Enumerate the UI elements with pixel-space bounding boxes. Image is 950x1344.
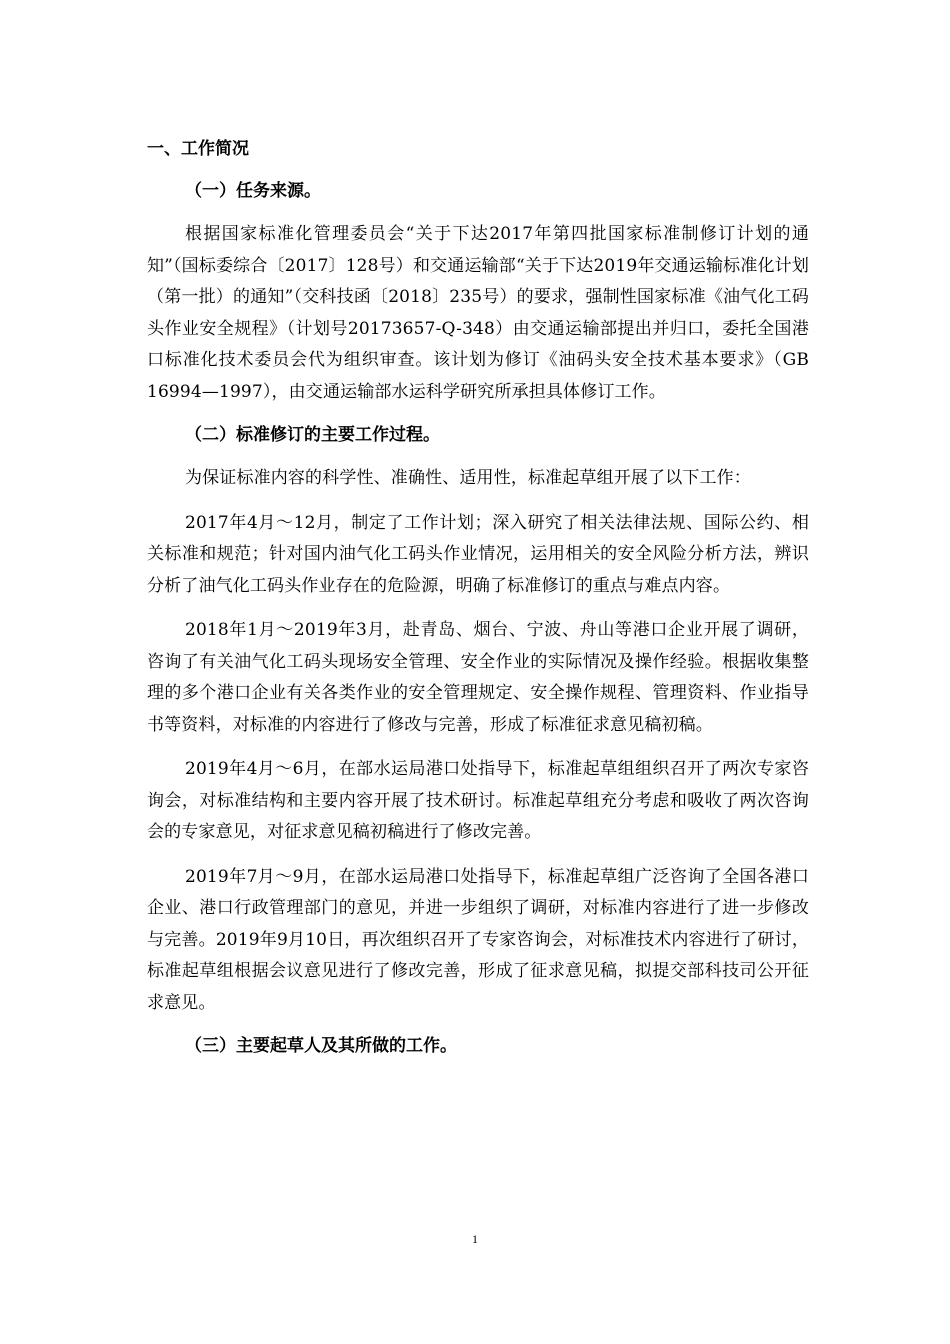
paragraph-intro: 为保证标准内容的科学性、准确性、适用性，标准起草组开展了以下工作： bbox=[185, 468, 751, 488]
paragraph-2018: 2018年1月～2019年3月，赴青岛、烟台、宁波、舟山等港口企业开展了调研，咨询了有关油气化工码头现场安全管理、安全作业的实际情况及操作经验。根据收集整理的多个港口企业有关各类作业的安全管理规定、安全操作规程、管理资料、作业指导书等资料，对标准的内容进行了修改与完善，形成了标准征求意见稿初稿。 bbox=[147, 620, 809, 735]
subsection-heading-task-source: （一）任务来源。 bbox=[185, 181, 321, 201]
subsection-heading-drafters: （三）主要起草人及其所做的工作。 bbox=[185, 1036, 457, 1056]
paragraph-2017: 2017年4月～12月，制定了工作计划；深入研究了相关法律法规、国际公约、相关标准和规范；针对国内油气化工码头作业情况，运用相关的安全风险分析方法，辨识分析了油气化工码头作业存在的危险源，明确了标准修订的重点与难点内容。 bbox=[147, 512, 809, 596]
page-number: 1 bbox=[472, 1232, 478, 1246]
section-heading: 一、工作简况 bbox=[147, 139, 249, 159]
paragraph-2019-apr-jun: 2019年4月～6月，在部水运局港口处指导下，标准起草组组织召开了两次专家咨询会，对标准结构和主要内容开展了技术研讨。标准起草组充分考虑和吸收了两次咨询会的专家意见，对征求意见稿初稿进行了修改完善。 bbox=[147, 759, 809, 842]
paragraph-task-source: 根据国家标准化管理委员会“关于下达2017年第四批国家标准制修订计划的通知”（国标委综合〔2017〕128号）和交通运输部“关于下达2019年交通运输标准化计划（第一批）的通知”（交科技函〔2018〕235号）的要求，强制性国家标准《油气化工码头作业安全规程》（计划号20173657-Q-348）由交通运输部提出并归口，委托全国港口标准化技术委员会代为组织审查。该计划为修订《油码头安全技术基本要求》（GB 16994—1997），由交通运输部水运科学研究所承担具体修订工作。 bbox=[147, 224, 809, 402]
paragraph-2019-jul-sep: 2019年7月～9月，在部水运局港口处指导下，标准起草组广泛咨询了全国各港口企业、港口行政管理部门的意见，并进一步组织了调研，对标准内容进行了进一步修改与完善。2019年9月10日，再次组织召开了专家咨询会，对标准技术内容进行了研讨，标准起草组根据会议意见进行了修改完善，形成了征求意见稿，拟提交部科技司公开征求意见。 bbox=[147, 866, 809, 1013]
document-body bbox=[147, 135, 809, 1074]
subsection-heading-work-process: （二）标准修订的主要工作过程。 bbox=[185, 425, 440, 445]
